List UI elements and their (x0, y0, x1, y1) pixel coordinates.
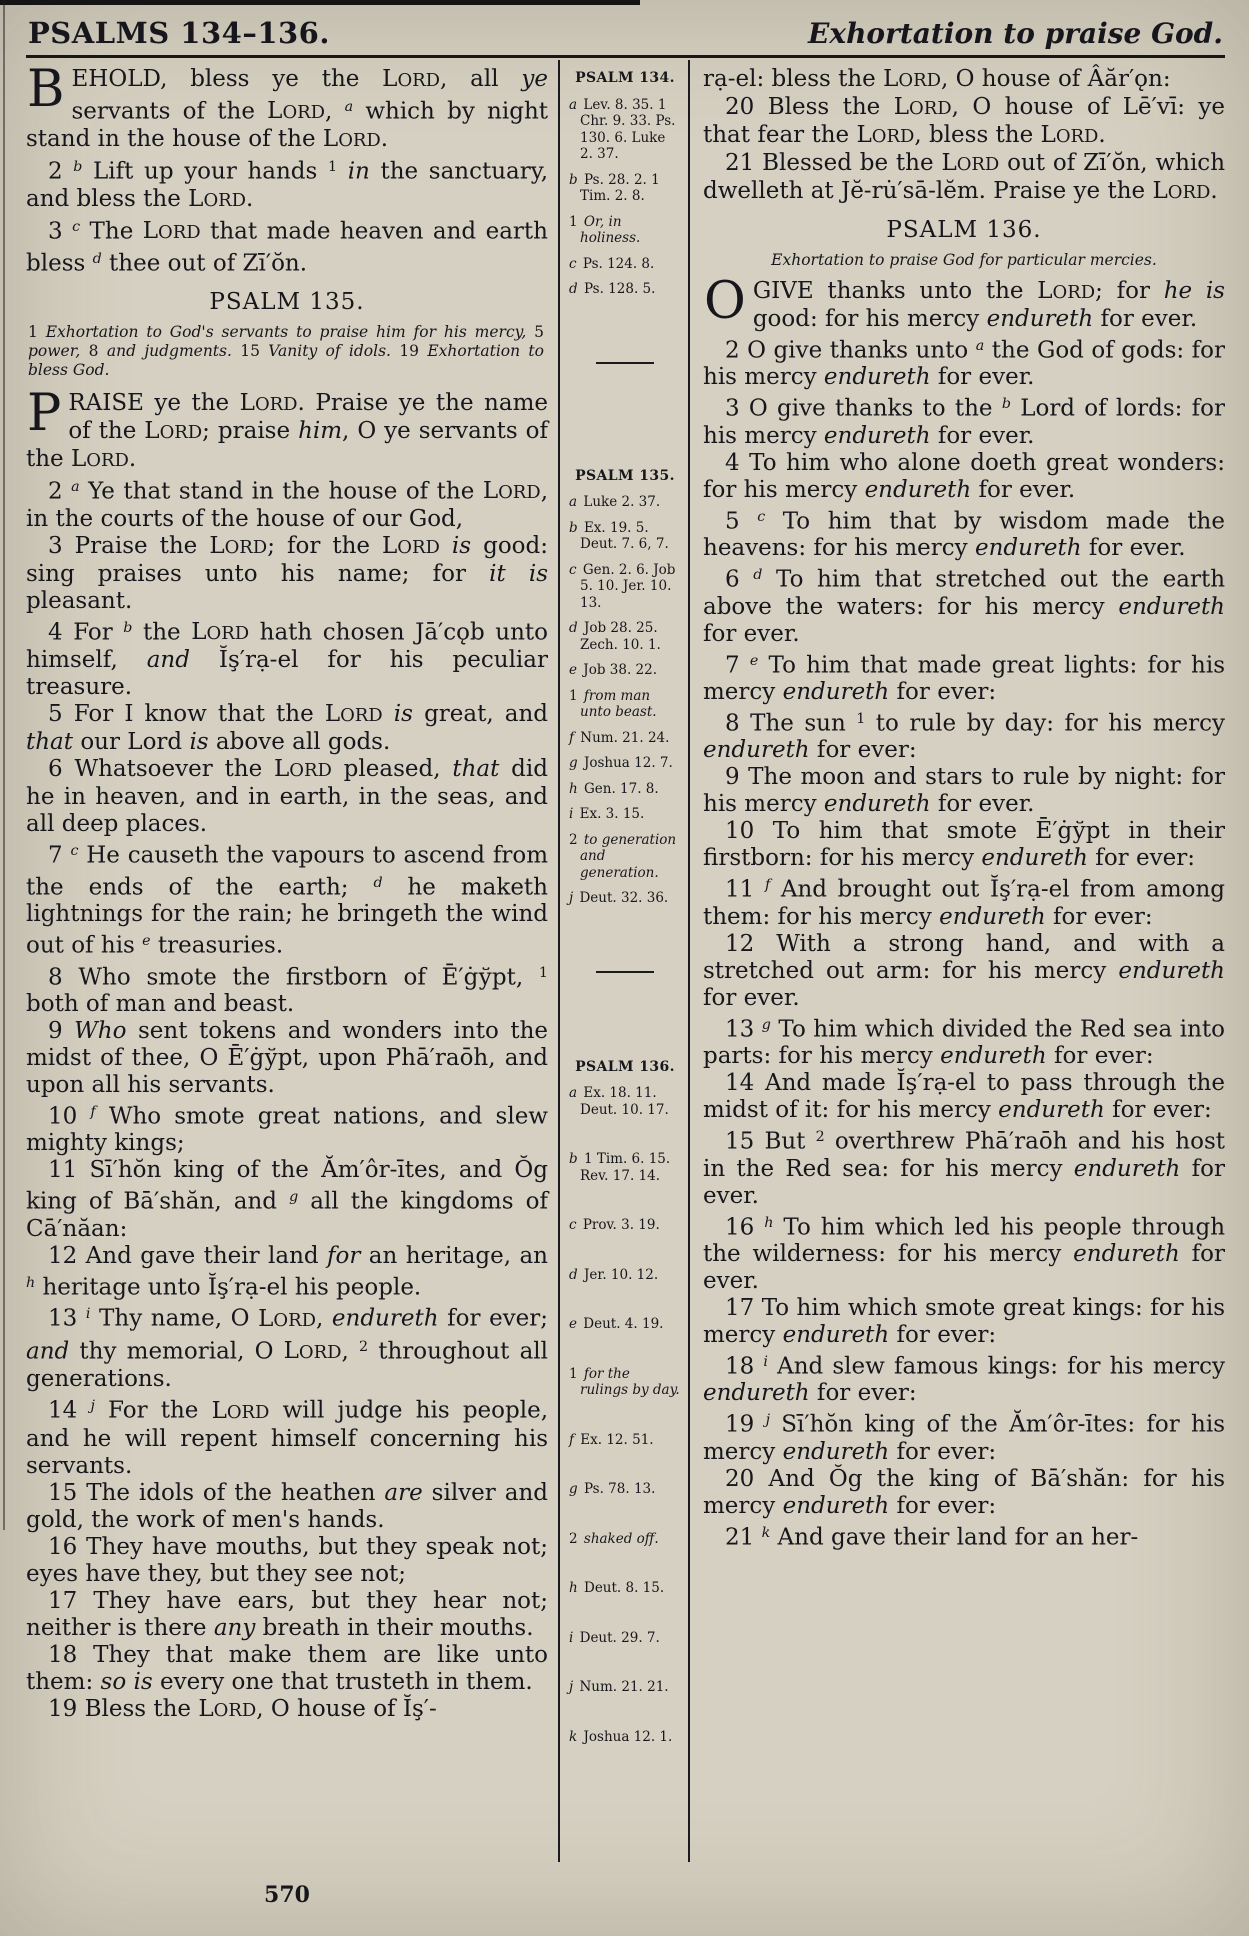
verse-paragraph: 6 $^d$ To him that stretched out the earth above the waters: for his mercy endureth for ever. (703, 566, 1225, 647)
verse-paragraph: 14 And made Ĭş′rạ-el to pass through the midst of it: for his mercy endureth for ever: (703, 1070, 1225, 1124)
verse-paragraph: 16 $^h$ To him which led his people through the wilderness: for his mercy endureth for ever. (703, 1214, 1225, 1295)
verse-paragraph: 2 O give thanks unto $^a$ the God of gods: for his mercy endureth for ever. (703, 337, 1225, 391)
small-caps-word: LORD (856, 122, 915, 148)
small-caps-rest: ORD (898, 70, 941, 91)
emphasis-text: for (327, 1242, 361, 1269)
verse-paragraph: PRAISE ye the LORD. Praise ye the name of the LORD; praise him, O ye servants of the LORD. (26, 383, 549, 472)
reference-text: Gen. 2. 6. Job 5. 10. Jer. 10. 13. (578, 561, 676, 611)
reference-label: b (569, 171, 578, 188)
small-caps-word: LORD (239, 389, 298, 416)
emphasis-text: ye (521, 66, 548, 92)
reference-label: i (569, 806, 574, 822)
small-caps-word: LORD (941, 150, 1000, 176)
emphasis-text: endureth (974, 535, 1082, 562)
verse-paragraph: BEHOLD, bless ye the LORD, all ye servants of the LORD, $^a$ which by night stand in the house of the LORD. (26, 60, 548, 153)
small-caps-rest: ORD (206, 623, 250, 645)
verse-paragraph: 17 They have ears, but they hear not; neither is there any breath in their mouths. (26, 1587, 548, 1641)
small-caps-rest: ORD (224, 537, 268, 559)
margin-reference-mark: h (764, 1214, 774, 1231)
emphasis-text: endureth (986, 306, 1094, 332)
emphasis-text: endureth (782, 1492, 890, 1519)
margin-reference-mark: b (1001, 396, 1011, 413)
drop-cap-letter: P (27, 383, 62, 443)
verse-paragraph: 14 $^j$ For the LORD will judge his people, and he will repent himself concerning his servants. (26, 1397, 548, 1479)
small-caps-rest: ORD (226, 1401, 270, 1423)
verse-paragraph: 2 $^a$ Ye that stand in the house of the LORD, in the courts of the house of our God, (26, 478, 548, 533)
cross-reference (569, 1432, 681, 1449)
margin-reference-mark: j (765, 1412, 770, 1429)
reference-label: b (569, 1151, 578, 1167)
emphasis-text: endureth (939, 903, 1046, 930)
cross-reference (569, 890, 681, 907)
emphasis-text: so is (100, 1668, 153, 1695)
margin-reference-mark: 2 (359, 1338, 369, 1355)
emphasis-text: that (26, 729, 74, 756)
small-caps-word: LORD (382, 66, 441, 92)
verse-paragraph: 10 $^f$ Who smote great nations, and slew mighty kings; (26, 1103, 548, 1157)
small-caps-word: LORD (267, 98, 326, 125)
reference-label: f (569, 729, 574, 746)
verse-paragraph: 12 And gave their land for an heritage, an $^h$ heritage unto Ĭş′rạ-el his people. (26, 1242, 548, 1301)
margin-reference-mark: d (753, 567, 763, 584)
cross-reference (569, 1085, 681, 1118)
reference-text: Ex. 19. 5. Deut. 7. 6, 7. (579, 519, 669, 552)
small-caps-word: LORD (1037, 278, 1096, 304)
verse-paragraph: 15 But $^2$ overthrew Phā′raōh and his host in the Red sea: for his mercy endureth for ever. (703, 1128, 1225, 1209)
small-caps-rest: ORD (159, 421, 203, 443)
reference-text: Joshua 12. 1. (579, 1728, 673, 1745)
scan-edge-top (0, 0, 640, 5)
small-caps-word: LORD (324, 701, 383, 728)
reference-text: Gen. 17. 8. (579, 780, 659, 797)
emphasis-text: Who (74, 1018, 127, 1045)
small-caps-rest: ORD (956, 154, 1000, 175)
emphasis-text: any (213, 1614, 256, 1641)
reference-column (558, 60, 690, 1862)
margin-reference-mark: 1 (856, 711, 866, 728)
small-caps-word: LORD (198, 1695, 257, 1722)
small-caps-rest: ORD (498, 482, 541, 504)
small-caps-word: LORD (482, 478, 541, 505)
reference-label: j (569, 1679, 574, 1695)
verse-paragraph: 9 The moon and stars to rule by night: for his mercy endureth for ever. (703, 764, 1225, 818)
cross-reference (569, 730, 681, 747)
cross-reference (569, 1217, 681, 1234)
cross-reference (569, 662, 681, 679)
margin-reference-mark: 1 (538, 964, 548, 981)
cross-reference (569, 1630, 681, 1647)
header-rule (26, 55, 1225, 58)
emphasis-text: endureth (940, 1043, 1047, 1070)
cross-reference (569, 520, 681, 553)
reference-label: h (569, 1580, 578, 1596)
verse-paragraph: 17 To him which smote great kings: for his mercy endureth for ever: (703, 1295, 1225, 1349)
reference-text: shaked off. (579, 1530, 659, 1547)
verse-paragraph: 13 $^i$ Thy name, O LORD, endureth for ever; and thy memorial, O LORD, $^2$ throughout all generations. (26, 1305, 549, 1393)
reference-text: Prov. 3. 19. (578, 1217, 660, 1233)
cross-reference (569, 1580, 681, 1597)
cross-reference (569, 832, 681, 882)
emphasis-text: are (384, 1479, 423, 1506)
small-caps-rest: ORD (397, 537, 440, 559)
emphasis-text: endureth (782, 1322, 890, 1349)
verse-paragraph: 3 O give thanks to the $^b$ Lord of lords: for his mercy endureth for ever. (703, 395, 1225, 449)
reference-label: e (569, 662, 577, 678)
cross-reference (569, 1481, 681, 1498)
small-caps-rest: ORD (909, 98, 952, 119)
reference-text: Num. 21. 24. (576, 729, 670, 746)
reference-label: k (569, 1728, 578, 1745)
margin-reference-mark: c (70, 843, 79, 860)
verse-paragraph: 8 The sun $^1$ to rule by day: for his mercy endureth for ever: (703, 710, 1225, 764)
left-text-column (26, 60, 558, 1862)
reference-text: Ex. 18. 11. Deut. 10. 17. (579, 1085, 669, 1118)
verse-paragraph: 13 $^g$ To him which divided the Red sea into parts: for his mercy endureth for ever: (703, 1016, 1225, 1070)
emphasis-text: endureth (782, 1438, 890, 1465)
reference-text: Ps. 124. 8. (578, 255, 655, 272)
emphasis-text: and (26, 1338, 70, 1365)
emphasis-text: in (347, 158, 370, 185)
reference-text: to generation and generation. (579, 831, 677, 881)
emphasis-text: endureth (981, 845, 1088, 872)
cross-reference (569, 1267, 681, 1284)
cross-reference (569, 256, 681, 273)
emphasis-text: it is (489, 561, 548, 588)
cross-reference (569, 97, 681, 163)
small-caps-word: LORD (283, 1338, 342, 1365)
small-caps-word: LORD (322, 126, 381, 153)
margin-reference-mark: e (749, 652, 759, 669)
margin-reference-mark: 2 (815, 1129, 825, 1146)
small-caps-rest: ORD (1052, 282, 1096, 303)
cross-reference (569, 806, 681, 823)
verse-paragraph: 20 And Ŏg the king of Bā′shăn: for his mercy endureth for ever: (703, 1465, 1225, 1519)
reference-section (569, 70, 681, 298)
verse-paragraph: 5 $^c$ To him that by wisdom made the heavens: for his mercy endureth for ever. (703, 508, 1225, 562)
cross-reference (569, 755, 681, 772)
reference-text: from man unto beast. (579, 687, 657, 720)
margin-reference-mark: b (73, 159, 83, 176)
verse-paragraph: 16 They have mouths, but they speak not; eyes have they, but they see not; (26, 1533, 548, 1587)
cross-reference (569, 562, 681, 612)
reference-label: e (569, 1316, 577, 1332)
small-caps-rest: ORD (289, 760, 332, 782)
reference-label: i (569, 1629, 574, 1646)
reference-text: Ex. 3. 15. (575, 806, 645, 822)
emphasis-text: 19 (399, 341, 420, 360)
reference-text: Deut. 29. 7. (575, 1629, 660, 1646)
small-caps-rest: ORD (213, 1699, 257, 1721)
margin-reference-mark: i (85, 1306, 91, 1323)
running-head-psalms: PSALMS 134–136. (28, 16, 330, 50)
verse-paragraph: 15 The idols of the heathen are silver and gold, the work of men's hands. (26, 1479, 548, 1533)
reference-text: Ex. 12. 51. (576, 1431, 654, 1448)
small-caps-rest: ORD (273, 1309, 316, 1331)
margin-reference-mark: c (757, 508, 766, 525)
emphasis-text: is (451, 533, 472, 560)
emphasis-text: he is (1163, 278, 1225, 304)
small-caps-word: LORD (191, 619, 250, 646)
cross-reference (569, 620, 681, 653)
reference-label: 1 (569, 1365, 578, 1382)
small-caps-word: LORD (211, 1397, 270, 1424)
emphasis-text: endureth (998, 1097, 1105, 1124)
reference-text: Job 38. 22. (579, 662, 657, 678)
margin-reference-mark: h (26, 1274, 36, 1291)
small-caps-word: LORD (382, 533, 440, 560)
reference-label: 1 (569, 213, 578, 230)
margin-reference-mark: d (92, 251, 102, 268)
reference-label: d (569, 620, 578, 636)
margin-reference-mark: k (761, 1524, 771, 1541)
verse-paragraph: 18 $^i$ And slew famous kings: for his mercy endureth for ever: (703, 1353, 1225, 1407)
cross-reference (569, 1366, 681, 1399)
reference-label: b (569, 519, 578, 536)
verse-paragraph: 20 Bless the LORD, O house of Lē′vī: ye that fear the LORD, bless the LORD. (703, 94, 1225, 148)
verse-paragraph: rạ-el: bless the LORD, O house of Âăr′ǫn: (703, 66, 1171, 92)
emphasis-text: is (189, 729, 209, 756)
cross-reference (569, 172, 681, 205)
reference-label: 2 (569, 831, 578, 848)
emphasis-text: endureth (823, 364, 931, 391)
small-caps-rest: ORD (254, 393, 298, 415)
small-caps-rest: ORD (282, 102, 326, 124)
running-head-title: Exhortation to praise God. (808, 17, 1223, 50)
psalm-summary: Exhortation to praise God for particular mercies. (771, 251, 1157, 269)
emphasis-text: endureth (823, 791, 931, 818)
emphasis-text: endureth (1118, 593, 1225, 620)
verse-paragraph: 19 $^j$ Sī′hŏn king of the Ăm′ôr-ītes: for his mercy endureth for ever: (703, 1411, 1225, 1465)
scan-edge-left (3, 0, 5, 1530)
reference-label: 1 (569, 687, 578, 704)
emphasis-text: endureth (823, 422, 931, 449)
small-caps-word: LORD (188, 185, 247, 212)
verse-paragraph: 9 Who sent tokens and wonders into the midst of thee, O Ē′ġўpt, upon Phā′raōh, and upon all his servants. (26, 1018, 549, 1099)
reference-text: Lev. 8. 35. 1 Chr. 9. 33. Ps. 130. 6. Luke 2. 37. (579, 96, 676, 162)
cross-reference (569, 214, 681, 247)
reference-section-title: PSALM 135. (575, 467, 675, 484)
small-caps-rest: ORD (203, 189, 247, 211)
reference-label: a (569, 1085, 578, 1101)
small-caps-word: LORD (142, 218, 201, 245)
reference-text: Ps. 28. 2. 1 Tim. 2. 8. (579, 171, 660, 204)
emphasis-text: him (298, 417, 343, 444)
emphasis-text: 5 (534, 322, 544, 341)
reference-label: a (569, 494, 578, 510)
small-caps-rest: ORD (298, 1342, 342, 1364)
verse-paragraph: 11 $^f$ And brought out Ĭş′rạ-el from among them: for his mercy endureth for ever: (703, 876, 1225, 930)
margin-reference-mark: a (975, 338, 985, 354)
reference-text: 1 Tim. 6. 15. Rev. 17. 14. (579, 1151, 671, 1184)
emphasis-text: endureth (703, 1380, 810, 1407)
small-caps-word: LORD (274, 756, 332, 783)
verse-paragraph: 4 For $^b$ the LORD hath chosen Jā′cǫb unto himself, and Ĭş′rạ-el for his peculiar treasure. (26, 619, 548, 701)
cross-reference (569, 781, 681, 798)
small-caps-word: LORD (70, 445, 129, 472)
psalm-summary: 1 Exhortation to God's servants to praise him for his mercy, 5 power, 8 and judgments. 15 Vanity of idols. 19 Exhortation to bless God. (28, 322, 544, 379)
reference-section-title: PSALM 134. (575, 70, 675, 86)
reference-label: d (569, 1266, 578, 1283)
cross-reference (569, 688, 681, 721)
small-caps-rest: ORD (86, 449, 129, 471)
verse-paragraph: 10 To him that smote Ē′ġўpt in their firstborn: for his mercy endureth for ever: (703, 818, 1225, 872)
verse-paragraph: 7 $^c$ He causeth the vapours to ascend from the ends of the earth; $^d$ he maketh lightnings for the rain; he bringeth the wind out of his $^e$ treasuries. (26, 842, 548, 959)
verse-paragraph: 3 $^c$ The LORD that made heaven and earth bless $^d$ thee out of Zī′ŏn. (26, 218, 548, 277)
page-number: 570 (264, 1882, 310, 1908)
emphasis-text: and (146, 647, 190, 674)
reference-text: for the rulings by day. (579, 1365, 680, 1398)
emphasis-text: endureth (1073, 1155, 1181, 1182)
drop-cap-letter: B (27, 60, 65, 119)
margin-reference-mark: c (72, 218, 81, 235)
reference-label: d (569, 281, 578, 297)
small-caps-word: LORD (258, 1305, 316, 1332)
emphasis-text: 1 (28, 322, 38, 341)
emphasis-text: is (393, 701, 413, 728)
small-caps-rest: ORD (340, 705, 383, 727)
cross-reference (569, 1151, 681, 1184)
reference-text: Jer. 10. 12. (579, 1266, 659, 1283)
cross-reference (569, 494, 681, 511)
margin-reference-mark: g (761, 1016, 771, 1033)
reference-text: Deut. 4. 19. (579, 1316, 664, 1332)
small-caps-word: LORD (883, 66, 941, 92)
reference-label: a (569, 96, 578, 113)
small-caps-word: LORD (144, 417, 203, 444)
verse-paragraph: OGIVE thanks unto the LORD; for he is good: for his mercy endureth for ever. (704, 272, 1225, 332)
reference-text: Ps. 128. 5. (579, 281, 656, 297)
verse-paragraph: 19 Bless the LORD, O house of Ĭş′- (48, 1695, 437, 1722)
cross-reference (569, 1316, 681, 1333)
verse-paragraph: 6 Whatsoever the LORD pleased, that did he in heaven, and in earth, in the seas, and all deep places. (26, 756, 548, 838)
reference-label: g (569, 1481, 578, 1497)
emphasis-text: endureth (1073, 1241, 1180, 1268)
psalm-heading: PSALM 135. (209, 288, 365, 315)
margin-reference-mark: i (763, 1354, 768, 1371)
drop-cap-letter: O (704, 272, 746, 331)
emphasis-text: endureth (782, 679, 890, 706)
margin-reference-mark: g (289, 1189, 299, 1206)
emphasis-text: endureth (703, 737, 810, 764)
small-caps-rest: ORD (397, 70, 441, 91)
reference-label: c (569, 255, 577, 272)
section-divider-rule (596, 971, 654, 973)
reference-label: h (569, 780, 578, 797)
text-columns (26, 60, 1225, 1862)
margin-reference-mark: d (373, 874, 383, 891)
small-caps-word: LORD (1152, 178, 1211, 204)
margin-reference-mark: f (764, 877, 771, 894)
margin-reference-mark: e (142, 933, 151, 950)
reference-label: j (569, 890, 574, 906)
section-divider-rule (596, 362, 654, 364)
margin-reference-mark: f (90, 1104, 96, 1121)
reference-label: c (569, 1217, 577, 1233)
small-caps-rest: ORD (158, 222, 201, 244)
small-caps-word: LORD (893, 94, 952, 120)
emphasis-text: endureth (864, 476, 972, 503)
reference-section (569, 1059, 681, 1746)
cross-reference (569, 1531, 681, 1548)
margin-reference-mark: a (71, 478, 80, 495)
verse-paragraph: 3 Praise the LORD; for the LORD is good: sing praises unto his name; for it is pleasant. (26, 533, 549, 615)
reference-text: Deut. 32. 36. (575, 890, 669, 906)
reference-text: Num. 21. 21. (575, 1679, 669, 1695)
psalm-heading: PSALM 136. (886, 217, 1042, 243)
page-header (26, 14, 1225, 50)
reference-section (569, 468, 681, 907)
verse-paragraph: 5 For I know that the LORD is great, and that our Lord is above all gods. (26, 701, 549, 756)
emphasis-text: endureth (1118, 957, 1225, 984)
verse-paragraph: 18 They that make them are like unto them: so is every one that trusteth in them. (26, 1641, 548, 1695)
small-caps-rest: ORD (1055, 126, 1099, 147)
reference-text: Or, in holiness. (579, 213, 641, 246)
small-caps-word: LORD (209, 533, 268, 560)
verse-paragraph: 4 To him who alone doeth great wonders: for his mercy endureth for ever. (703, 449, 1225, 503)
small-caps-rest: ORD (338, 130, 381, 152)
small-caps-rest: ORD (1167, 182, 1211, 203)
cross-reference (569, 1679, 681, 1696)
emphasis-text: 15 (240, 341, 260, 360)
reference-text: Ps. 78. 13. (579, 1481, 656, 1497)
verse-paragraph: 21 Blessed be the LORD out of Zī′ŏn, which dwelleth at Jĕ-ru̇′sā-lĕm. Praise ye the LORD. (703, 150, 1225, 204)
verse-paragraph: 11 Sī′hŏn king of the Ăm′ôr-ītes, and Ŏg king of Bā′shăn, and $^g$ all the kingdoms of Cā′năan: (26, 1157, 548, 1242)
reference-label: 2 (569, 1530, 578, 1547)
emphasis-text: endureth (331, 1305, 439, 1332)
emphasis-text: that (452, 756, 500, 783)
verse-paragraph: 8 Who smote the firstborn of Ē′ġўpt, $^1$ both of man and beast. (26, 964, 548, 1018)
verse-paragraph: 12 With a strong hand, and with a stretched out arm: for his mercy endureth for ever. (703, 930, 1225, 1011)
margin-reference-mark: a (344, 99, 354, 115)
reference-text: Deut. 8. 15. (579, 1580, 665, 1596)
reference-text: Job 28. 25. Zech. 10. 1. (579, 620, 661, 653)
emphasis-text: 8 (88, 341, 99, 360)
right-text-column (690, 60, 1225, 1862)
margin-reference-mark: 1 (327, 159, 338, 176)
verse-paragraph: 21 $^k$ And gave their land for an her- (725, 1524, 1139, 1551)
verse-paragraph: 2 $^b$ Lift up your hands $^1$ in the sanctuary, and bless the LORD. (26, 158, 549, 212)
reference-label: g (569, 755, 578, 771)
reference-label: f (569, 1431, 574, 1448)
cross-reference (569, 1729, 681, 1746)
reference-section-title: PSALM 136. (575, 1058, 675, 1075)
reference-text: Joshua 12. 7. (579, 755, 673, 771)
reference-text: Luke 2. 37. (579, 494, 661, 510)
small-caps-rest: ORD (871, 126, 915, 147)
verse-paragraph: 7 $^e$ To him that made great lights: for his mercy endureth for ever: (703, 652, 1225, 706)
margin-reference-mark: b (123, 620, 133, 637)
margin-reference-mark: j (90, 1398, 95, 1415)
cross-reference (569, 281, 681, 298)
small-caps-word: LORD (1040, 122, 1099, 148)
reference-label: c (569, 561, 577, 578)
